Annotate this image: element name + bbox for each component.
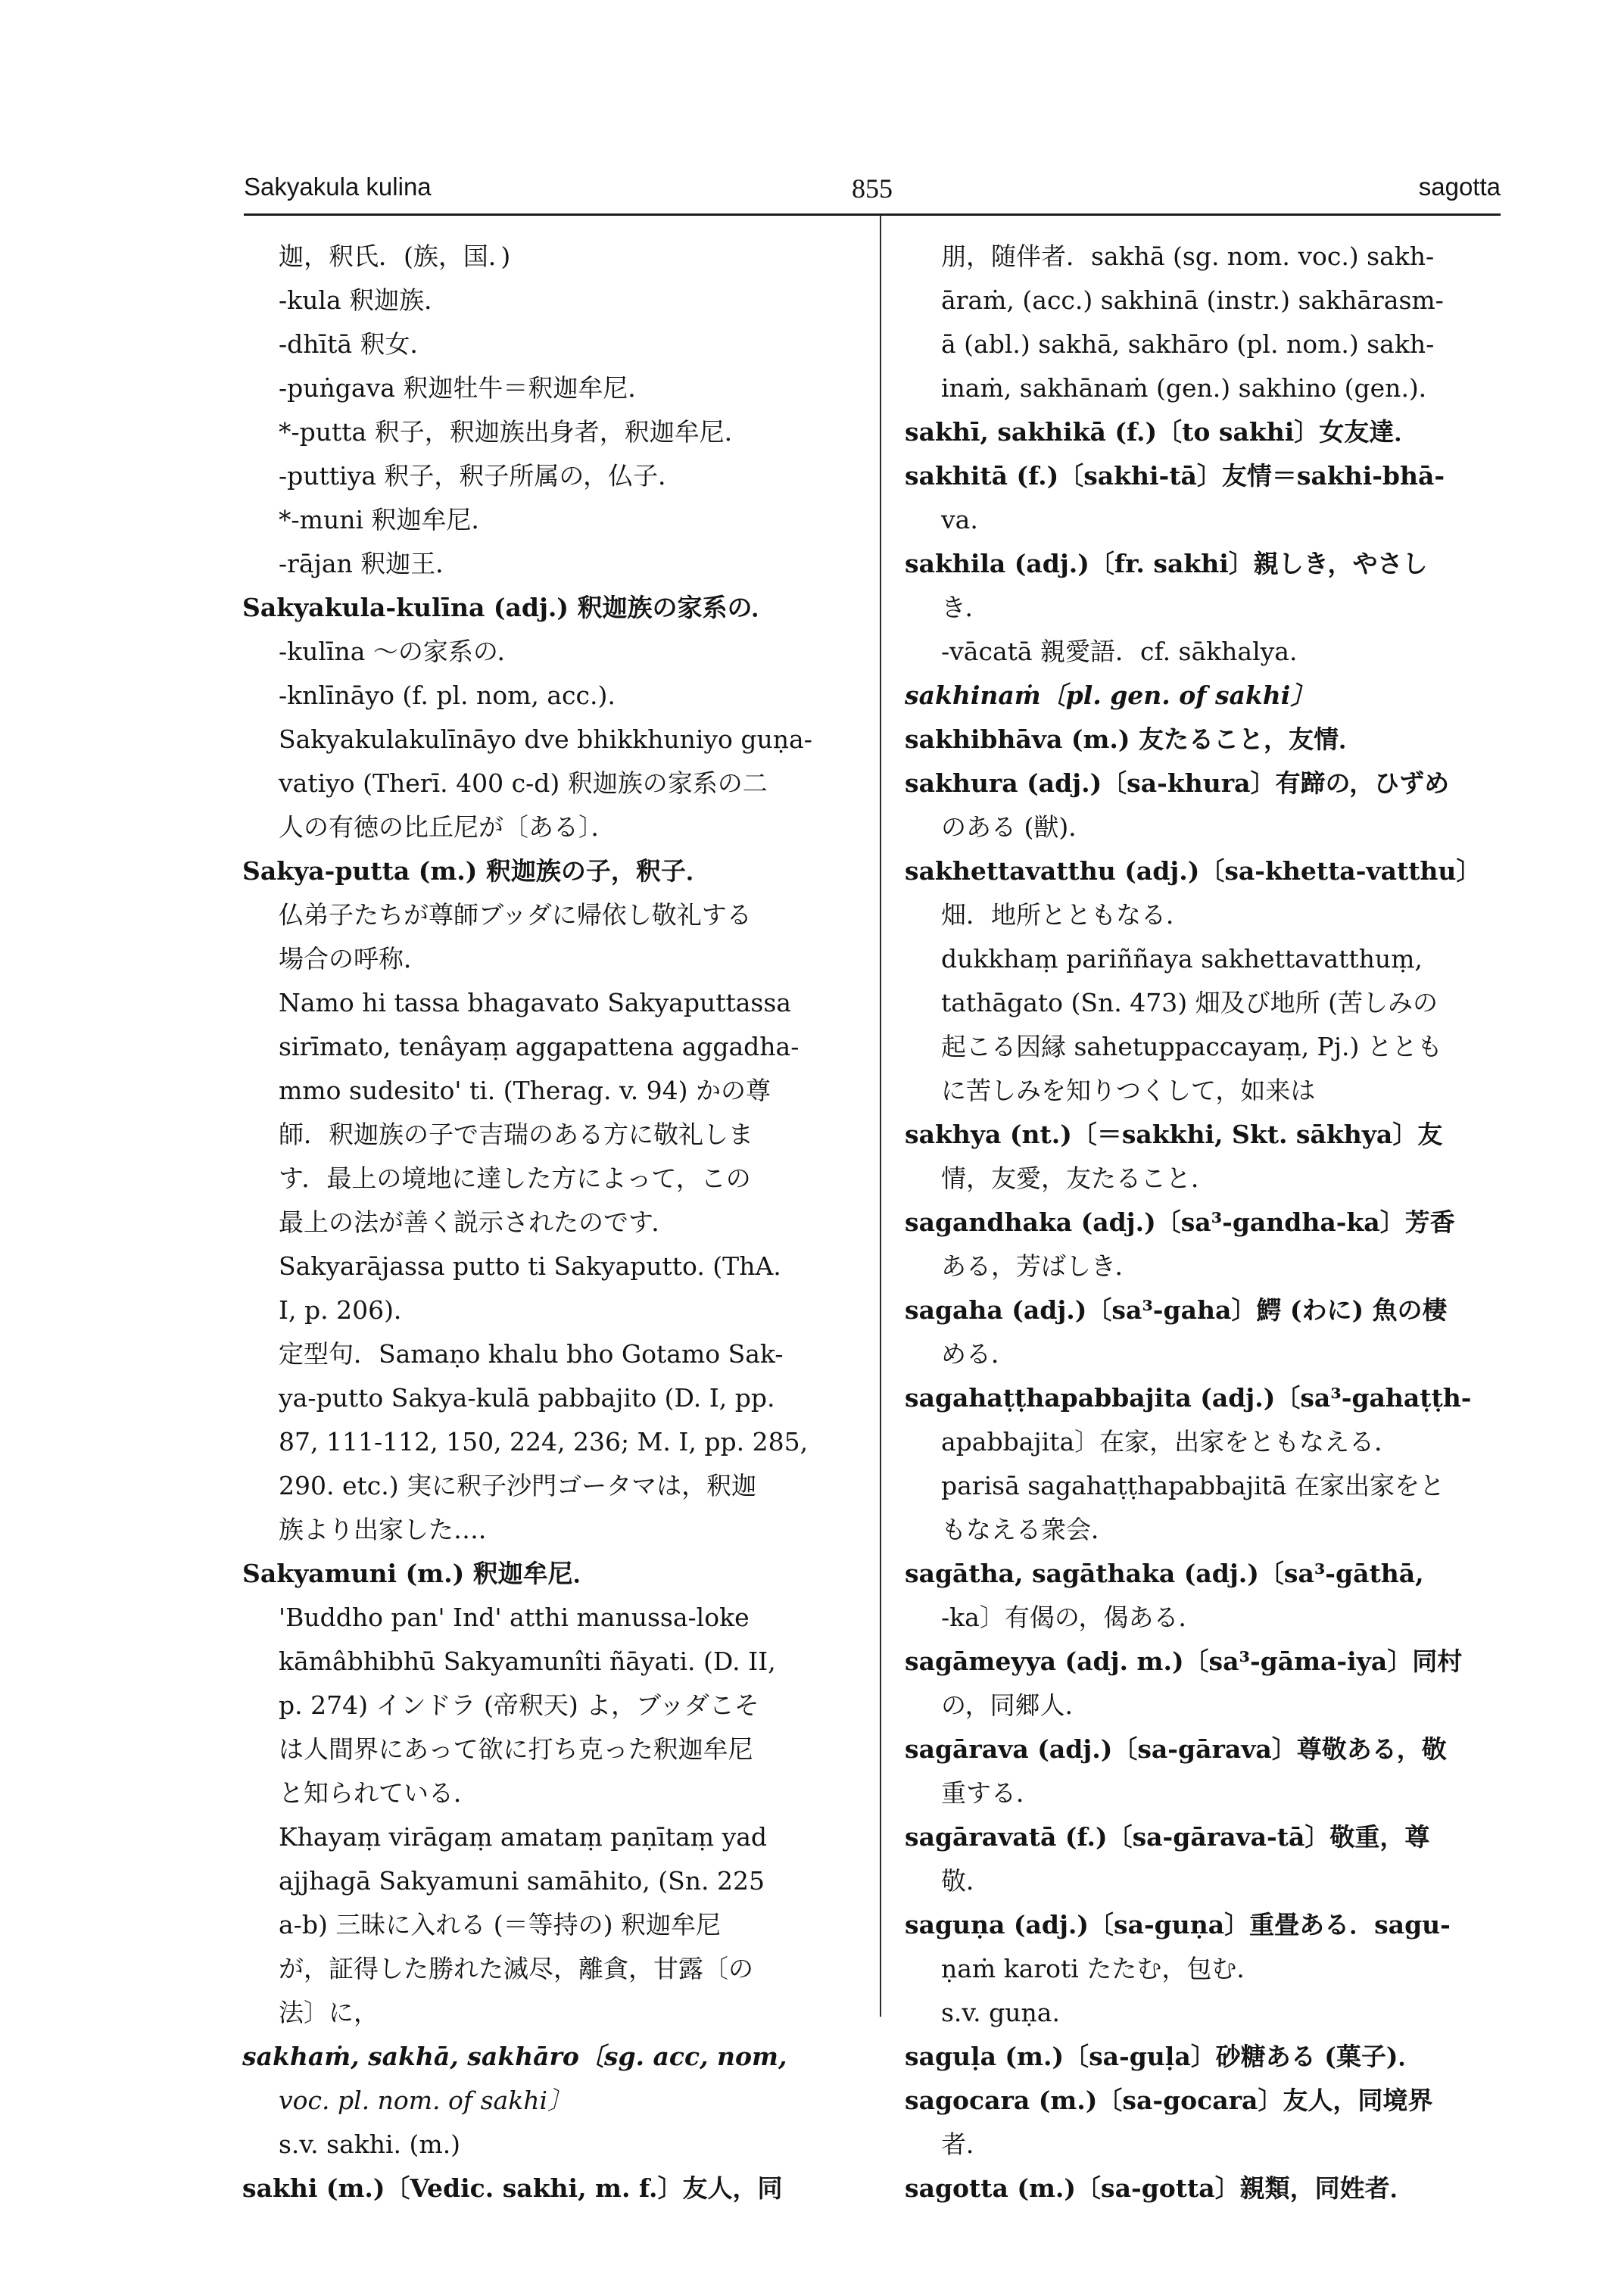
entry-continuation-line: inaṁ, sakhānaṁ (gen.) sakhino (gen.)．	[941, 373, 1444, 403]
entry-continuation-line: Namo hi tassa bhagavato Sakyaputtassa	[279, 988, 791, 1017]
entry-continuation-line: 師．釈迦族の子で吉瑞のある方に敬礼しま	[279, 1120, 753, 1149]
entry-continuation-line: 重する．	[941, 1778, 1041, 1808]
entry-continuation-line: 朋，随伴者．sakhā (sg. nom. voc.) sakh-	[941, 241, 1435, 271]
entry-headword-line: sakhya (nt.)〔＝sakkhi, Skt. sākhya〕友	[905, 1120, 1443, 1149]
running-head-left: Sakyakula kulina	[244, 173, 432, 201]
entry-continuation-line: -ka〕有偈の，偈ある．	[941, 1603, 1204, 1632]
running-head-right: sagotta	[1418, 173, 1501, 201]
entry-continuation-line: 起こる因縁 sahetuppaccayaṃ, Pj.) ととも	[941, 1032, 1442, 1061]
entry-continuation-line: I, p. 206)．	[279, 1295, 419, 1325]
entry-headword-line: sakhibhāva (m.) 友たること，友情．	[905, 724, 1364, 754]
entry-continuation-line: āraṁ, (acc.) sakhinā (instr.) sakhārasm-	[941, 285, 1444, 315]
entry-headword-line: sagāravatā (f.)〔sa-gārava-tā〕敬重，尊	[905, 1822, 1430, 1852]
entry-headword-line: sagātha, sagāthaka (adj.)〔sa³-gāthā,	[905, 1559, 1424, 1588]
entry-continuation-line: 人の有徳の比丘尼が〔ある〕．	[279, 812, 616, 842]
entry-continuation-line: -puttiya 釈子，釈子所属の，仏子．	[279, 461, 684, 491]
entry-headword-line: sakhī, sakhikā (f.)〔to sakhi〕女友達．	[905, 417, 1420, 447]
entry-continuation-line: 族より出家した…．	[279, 1515, 503, 1544]
entry-headword-line: sagaha (adj.)〔sa³-gaha〕鰐 (わに) 魚の棲	[905, 1295, 1448, 1325]
entry-headword-line: sagārava (adj.)〔sa-gārava〕尊敬ある，敬	[905, 1734, 1447, 1764]
entry-continuation-line: 290. etc.) 実に釈子沙門ゴータマは，釈迦	[279, 1471, 757, 1500]
entry-continuation-line: 法〕に，	[279, 1998, 379, 2027]
entry-continuation-line: va.	[941, 505, 978, 534]
entry-continuation-line: もなえる衆会．	[941, 1515, 1116, 1544]
entry-headword-line: saguṇa (adj.)〔sa-guṇa〕重畳ある．sagu-	[905, 1910, 1451, 1939]
header-rule	[244, 213, 1501, 216]
entry-continuation-line: Sakyarājassa putto ti Sakyaputto. (ThA.	[279, 1251, 781, 1281]
right-column	[905, 235, 1503, 2210]
entry-continuation-line: s.v. guṇa.	[941, 1998, 1060, 2027]
entry-continuation-line: 仏弟子たちが尊師ブッダに帰依し敬礼する	[279, 900, 752, 930]
entry-continuation-line: dukkhaṃ pariññaya sakhettavatthuṃ,	[941, 944, 1423, 974]
entry-continuation-line: s.v. sakhi. (m.)	[279, 2129, 461, 2159]
entry-headword-line: sakhila (adj.)〔fr. sakhi〕親しき，やさし	[905, 549, 1428, 578]
entry-continuation-line: a-b) 三昧に入れる (＝等持の) 釈迦牟尼	[279, 1910, 722, 1939]
entry-headword-line: sakhettavatthu (adj.)〔sa-khetta-vatthu〕	[905, 856, 1482, 886]
entry-continuation-line: -puṅgava 釈迦牡牛＝釈迦牟尼．	[279, 373, 653, 403]
column-divider	[880, 215, 881, 2017]
entry-continuation-line: parisā sagahaṭṭhapabbajitā 在家出家をと	[941, 1471, 1445, 1500]
entry-headword-line: sakhaṁ, sakhā, sakhāro〔sg. acc, nom,	[242, 2042, 787, 2071]
entry-continuation-line: apabbajita〕在家，出家をともなえる．	[941, 1427, 1400, 1456]
entry-continuation-line: voc. pl. nom. of sakhi〕	[279, 2086, 573, 2115]
entry-headword-line: Sakyamuni (m.) 釈迦牟尼．	[242, 1559, 598, 1588]
entry-continuation-line: 敬．	[941, 1866, 991, 1896]
entry-headword-line: sakhura (adj.)〔sa-khura〕有蹄の，ひずめ	[905, 768, 1450, 798]
entry-continuation-line: 場合の呼称．	[279, 944, 429, 974]
entry-continuation-line: ある，芳ばしき．	[941, 1251, 1140, 1281]
entry-headword-line: sakhitā (f.)〔sakhi-tā〕友情＝sakhi-bhā-	[905, 461, 1445, 491]
entry-headword-line: sagahaṭṭhapabbajita (adj.)〔sa³-gahaṭṭh-	[905, 1383, 1472, 1413]
entry-continuation-line: 迦，釈氏．(族，国．)	[279, 241, 511, 271]
entry-continuation-line: と知られている．	[279, 1778, 478, 1808]
entry-continuation-line: Khayaṃ virāgaṃ amataṃ paṇītaṃ yad	[279, 1822, 768, 1852]
entry-continuation-line: ṇaṁ karoti たたむ，包む．	[941, 1954, 1262, 1983]
entry-continuation-line: が，証得した勝れた滅尽，離貪，甘露〔の	[279, 1954, 753, 1983]
entry-headword-line: sagotta (m.)〔sa-gotta〕親類，同姓者．	[905, 2173, 1415, 2203]
entry-continuation-line: 者．	[941, 2129, 991, 2159]
entry-headword-line: sagocara (m.)〔sa-gocara〕友人，同境界	[905, 2086, 1433, 2115]
page-header	[244, 173, 1501, 218]
entry-continuation-line: -knlīnāyo (f. pl. nom, acc.).	[279, 681, 616, 710]
entry-headword-line: sagandhaka (adj.)〔sa³-gandha-ka〕芳香	[905, 1207, 1455, 1237]
entry-continuation-line: 最上の法が善く説示されたのです．	[279, 1207, 677, 1237]
entry-headword-line: Sakya-putta (m.) 釈迦族の子，釈子．	[242, 856, 711, 886]
entry-continuation-line: 情，友愛，友たること．	[941, 1164, 1216, 1193]
entry-continuation-line: tathāgato (Sn. 473) 畑及び地所 (苦しみの	[941, 988, 1438, 1017]
entry-continuation-line: ya-putto Sakya-kulā pabbajito (D. I, pp.	[279, 1383, 775, 1413]
entry-continuation-line: める．	[941, 1339, 1016, 1369]
entry-continuation-line: 87, 111-112, 150, 224, 236; M. I, pp. 285,	[279, 1427, 809, 1456]
entry-headword-line: sakhinaṁ〔pl. gen. of sakhi〕	[905, 681, 1316, 710]
entry-continuation-line: 定型句．Samaṇo khalu bho Gotamo Sak-	[279, 1339, 784, 1369]
entry-continuation-line: 畑．地所とともなる．	[941, 900, 1191, 930]
left-column	[242, 235, 848, 2210]
entry-continuation-line: -kulīna ～の家系の．	[279, 637, 522, 666]
page-number: 855	[852, 173, 893, 204]
entry-continuation-line: -rājan 釈迦王．	[279, 549, 461, 578]
entry-continuation-line: Sakyakulakulīnāyo dve bhikkhuniyo guṇa-	[279, 724, 812, 754]
entry-continuation-line: -kula 釈迦族．	[279, 285, 450, 315]
entry-continuation-line: ajjhagā Sakyamuni samāhito, (Sn. 225	[279, 1866, 765, 1896]
entry-continuation-line: -dhītā 釈女．	[279, 329, 435, 359]
entry-continuation-line: す．最上の境地に達した方によって，この	[279, 1164, 751, 1193]
entry-continuation-line: *-putta 釈子，釈迦族出身者，釈迦牟尼．	[279, 417, 750, 447]
entry-continuation-line: は人間界にあって欲に打ち克った釈迦牟尼	[279, 1734, 753, 1764]
entry-continuation-line: vatiyo (Therī. 400 c-d) 釈迦族の家系の二	[279, 768, 768, 798]
entry-continuation-line: き．	[941, 593, 990, 622]
entry-continuation-line: kāmâbhibhū Sakyamunîti ñāyati. (D. II,	[279, 1647, 776, 1676]
entry-headword-line: sakhi (m.)〔Vedic. sakhi, m. f.〕友人，同	[242, 2173, 783, 2203]
entry-continuation-line: 'Buddho pan' Ind' atthi manussa-loke	[279, 1603, 750, 1632]
entry-continuation-line: mmo sudesito' ti. (Therag. v. 94) かの尊	[279, 1076, 771, 1105]
entry-continuation-line: の，同郷人．	[941, 1690, 1090, 1720]
entry-continuation-line: sirīmato, tenâyaṃ aggapattena aggadha-	[279, 1032, 800, 1061]
entry-headword-line: saguḷa (m.)〔sa-guḷa〕砂糖ある (菓子)．	[905, 2042, 1423, 2071]
entry-headword-line: Sakyakula-kulīna (adj.) 釈迦族の家系の．	[242, 593, 777, 622]
entry-continuation-line: p. 274) インドラ (帝釈天) よ，ブッダこそ	[279, 1690, 759, 1720]
entry-continuation-line: ā (abl.) sakhā, sakhāro (pl. nom.) sakh-	[941, 329, 1435, 359]
entry-continuation-line: に苦しみを知りつくして，如来は	[941, 1076, 1316, 1105]
entry-continuation-line: -vācatā 親愛語．cf. sākhalya.	[941, 637, 1298, 666]
entry-continuation-line: のある (獣)．	[941, 812, 1094, 842]
entry-continuation-line: *-muni 釈迦牟尼．	[279, 505, 497, 534]
entry-headword-line: sagāmeyya (adj. m.)〔sa³-gāma-iya〕同村	[905, 1647, 1463, 1676]
